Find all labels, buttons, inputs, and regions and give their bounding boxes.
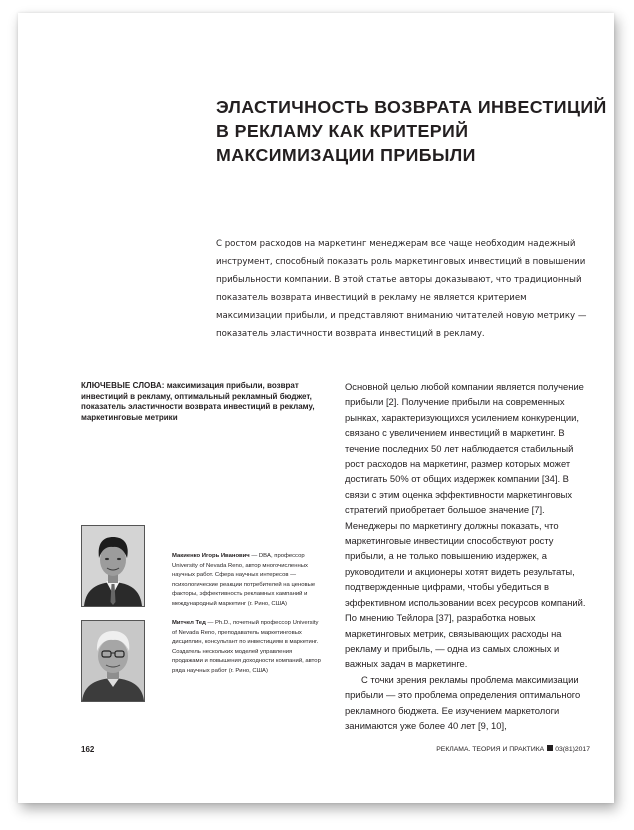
square-bullet-icon xyxy=(547,745,553,751)
page-number: 162 xyxy=(81,745,95,754)
journal-page xyxy=(18,13,614,803)
author-1-name: Макиенко Игорь Иванович xyxy=(172,553,250,559)
author-2-bio-text: — Ph.D., почетный профессор University of Nevada Reno, преподаватель маркетинговых дисциплин, консультант по инвестициям в маркетинг. Создатель нескольких моделей управления продажами и повышения доходности компаний, автор ряда научных работ (г. Рино, США) xyxy=(172,620,321,674)
article-title: ЭЛАСТИЧНОСТЬ ВОЗВРАТА ИНВЕСТИЦИЙ В РЕКЛАМУ КАК КРИТЕРИЙ МАКСИМИЗАЦИИ ПРИБЫЛИ xyxy=(216,97,607,165)
article-abstract: С ростом расходов на маркетинг менеджерам все чаще необходим надежный инструмент, способный показать роль маркетинговых инвестиций в повышении прибыльности компании. В этой статье авторы доказывают, что традиционный показатель возврата инвестиций в рекламу не является критерием максимизации прибыли, и представляют вниманию читателей новую метрику — показатель эластичности возврата инвестиций в рекламу. xyxy=(216,239,587,339)
author-2-name: Митчел Тед xyxy=(172,620,206,626)
keywords-label: КЛЮЧЕВЫЕ СЛОВА: xyxy=(81,381,165,390)
article-body xyxy=(345,379,589,733)
keywords-block xyxy=(81,381,321,423)
author-2-bio xyxy=(172,619,322,677)
author-2-portrait-icon xyxy=(82,621,144,701)
keywords-text: максимизация прибыли, возврат инвестиций в рекламу, оптимальный рекламный бюджет, показатель эластичности возврата инвестиций в рекламу, маркетинговые метрики xyxy=(81,381,315,422)
body-paragraph-1: Основной целью любой компании является получение прибыли [2]. Получение прибыли на современных рынках, характеризующихся усилением конкуренции, связано с увеличением инвестиций в маркетинг. В течение последних 50 лет наблюдается стабильный рост расходов на маркетинг, размер которых может достигать 50% от общих издержек компании [34]. В связи с этим оценка эффективности маркетинговых стратегий приобретает большое значение [7]. Менеджеры по маркетингу должны показать, что маркетинговые инвестиции способствуют росту прибыли, а не только повышению издержек, а руководители и акционеры хотят видеть результаты, подтвержденные цифрами, чтобы убедиться в эффективном использовании всех ресурсов компаний. По мнению Тейлора [37], разработка новых маркетинговых метрик, связывающих расходы на рекламу и прибыль, — одна из самых сложных и важных задач в маркетинге. xyxy=(345,381,586,670)
journal-issue: 03(81)2017 xyxy=(555,746,590,753)
author-1-bio-text: — DBA, профессор University of Nevada Reno, автор многочисленных научных работ. Сфера научных интересов — психологические реакции потребителей на ценовые факторы, эффективность рекламных кампаний и международный маркетинг (г. Рино, США) xyxy=(172,553,316,607)
running-footer xyxy=(436,745,590,753)
journal-name: РЕКЛАМА. ТЕОРИЯ И ПРАКТИКА xyxy=(436,746,545,753)
body-paragraph-2: С точки зрения рекламы проблема максимизации прибыли — это проблема определения оптимального рекламного бюджета. Ее изучением маркетологи занимаются уже более 40 лет [9, 10], xyxy=(345,673,581,731)
author-1-bio xyxy=(172,552,322,610)
author-1-photo xyxy=(81,525,145,607)
author-1-portrait-icon xyxy=(82,526,144,606)
author-2-photo xyxy=(81,620,145,702)
